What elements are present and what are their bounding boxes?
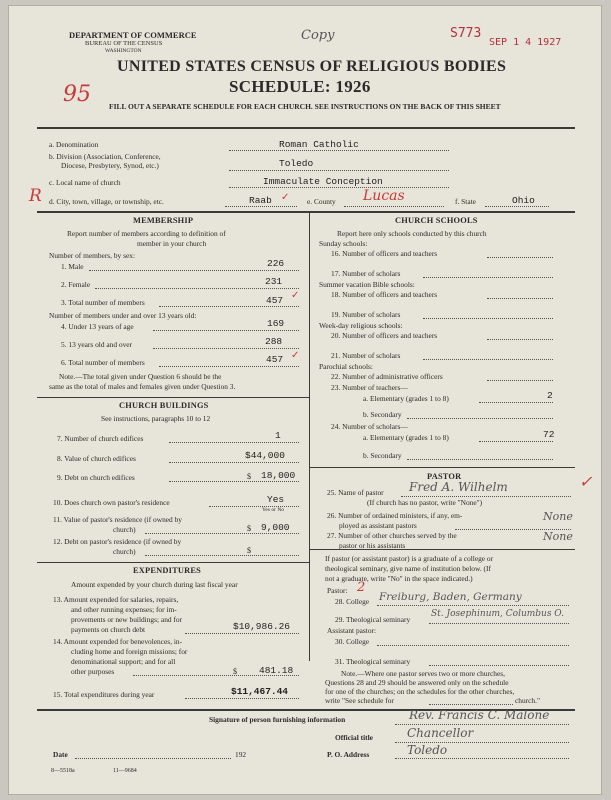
- q13-rule: [185, 633, 299, 634]
- section-rule: [37, 211, 575, 213]
- q13-line-2: and other running expenses; for im-: [71, 605, 177, 614]
- q3-value: 457: [266, 295, 284, 306]
- q2-line: [95, 288, 299, 289]
- q18-label: 18. Number of officers and teachers: [331, 290, 438, 299]
- department-label: DEPARTMENT OF COMMERCE: [69, 30, 197, 40]
- expenditures-subheading: Amount expended by your church during last fiscal year: [71, 580, 238, 589]
- q6-value: 457: [266, 354, 284, 365]
- q14-line-4: other purposes: [71, 667, 115, 676]
- q25-check-mark: ✓: [579, 472, 593, 491]
- weekday-label: Week-day religious schools:: [319, 321, 403, 330]
- q6-line: [159, 366, 299, 367]
- membership-note-2: same as the total of males and females given under Question 3.: [49, 382, 236, 391]
- city-label: WASHINGTON: [105, 48, 142, 54]
- schools-heading: CHURCH SCHOOLS: [395, 216, 478, 225]
- q18-line: [487, 298, 553, 299]
- q23b-line: [407, 418, 553, 419]
- q10-hint: Yes or No: [262, 507, 285, 513]
- signature-label: Signature of person furnishing information: [209, 715, 346, 724]
- pastor-note-4: write "See schedule for: [325, 696, 394, 705]
- q13-value: $10,986.26: [233, 621, 291, 632]
- q26-label-1: 26. Number of ordained ministers, if any, em-: [327, 511, 463, 520]
- q29-value: St. Josephinum, Columbus O.: [431, 609, 565, 619]
- q3-check-mark: ✓: [291, 290, 300, 301]
- margin-number: 95: [63, 82, 91, 107]
- buildings-rule: [37, 397, 309, 398]
- q14-line-1: 14. Amount expended for benevolences, in-: [53, 637, 183, 646]
- membership-note-1: Note.—The total given under Question 6 should be the: [59, 372, 222, 381]
- q10-label: 10. Does church own pastor's residence: [53, 498, 170, 507]
- bureau-label: BUREAU OF THE CENSUS: [85, 40, 163, 47]
- q12-label-2: church): [113, 547, 136, 556]
- census-schedule-page: [8, 5, 602, 795]
- division-label-1: b. Division (Association, Conference,: [49, 152, 161, 161]
- red-r-mark: R: [29, 186, 42, 206]
- q25-line: [401, 496, 571, 497]
- summer-label: Summer vacation Bible schools:: [319, 280, 415, 289]
- q23a-value: 2: [547, 390, 553, 401]
- q4-line: [153, 330, 299, 331]
- q17-label: 17. Number of scholars: [331, 269, 401, 278]
- print-number: 11—9684: [113, 768, 137, 774]
- q14-dollar-sign: $: [233, 667, 237, 676]
- q9-label: 9. Debt on church edifices: [57, 473, 135, 482]
- q7-line: [169, 442, 299, 443]
- city-label: d. City, town, village, or township, etc.: [49, 197, 164, 206]
- form-number: 8—5518a: [51, 768, 75, 774]
- q9-value: 18,000: [261, 470, 296, 481]
- q11-dollar-sign: $: [247, 524, 251, 533]
- q5-label: 5. 13 years old and over: [61, 340, 133, 349]
- q14-line-2: cluding home and foreign missions; for: [71, 647, 188, 656]
- schools-intro: Report here only schools conducted by this church: [337, 229, 487, 238]
- official-title-value: Chancellor: [407, 726, 474, 740]
- assistant-pastor-label: Assistant pastor:: [327, 626, 377, 635]
- buildings-heading: CHURCH BUILDINGS: [119, 401, 209, 410]
- graduate-note-1: If pastor (or assistant pastor) is a graduate of a college or: [325, 554, 494, 563]
- q12-label-1: 12. Debt on pastor's residence (if owned by: [53, 537, 182, 546]
- q4-value: 169: [267, 318, 285, 329]
- q26-label-2: ployed as assistant pastors: [339, 521, 417, 530]
- pastor-note-2: Questions 28 and 29 should be answered only on the schedule: [325, 678, 509, 687]
- q1-value: 226: [267, 258, 285, 269]
- q10-line: [209, 506, 299, 507]
- date-line: [75, 758, 231, 759]
- q12-dollar-sign: $: [247, 546, 251, 555]
- pastor-note-5: church.": [515, 696, 540, 705]
- q11-label-1: 11. Value of pastor's residence (if owned by: [53, 515, 182, 524]
- q13-line-1: 13. Amount expended for salaries, repairs,: [53, 595, 179, 604]
- official-title-label: Official title: [335, 733, 373, 742]
- q25-label: 25. Name of pastor: [327, 488, 384, 497]
- city-line: [225, 206, 297, 207]
- form-subtitle: SCHEDULE: 1926: [229, 77, 371, 96]
- q23a-line: [479, 402, 553, 403]
- q23b-label: b. Secondary: [363, 410, 402, 419]
- graduate-note-3: not a graduate, write "No" in the space indicated.): [325, 574, 473, 583]
- pastor-heading: PASTOR: [427, 472, 462, 481]
- county-label: e. County: [307, 197, 336, 206]
- state-label: f. State: [455, 197, 476, 206]
- q22-line: [487, 380, 553, 381]
- by-sex-label: Number of members, by sex:: [49, 251, 135, 260]
- q8-line: [169, 462, 299, 463]
- q11-line: [145, 533, 299, 534]
- q19-label: 19. Number of scholars: [331, 310, 401, 319]
- q23-label: 23. Number of teachers—: [331, 383, 408, 392]
- q3-label: 3. Total number of members: [61, 298, 145, 307]
- membership-intro-1: Report number of members according to definition of: [67, 229, 226, 238]
- division-label-2: Diocese, Presbytery, Synod, etc.): [61, 161, 159, 170]
- pastor-rule: [309, 467, 575, 468]
- q24a-label: a. Elementary (grades 1 to 8): [363, 433, 449, 442]
- q11-value: 9,000: [261, 522, 290, 533]
- column-divider: [309, 211, 310, 661]
- q1-label: 1. Male: [61, 262, 84, 271]
- q21-line: [423, 359, 553, 360]
- signature-value: Rev. Francis C. Malone: [409, 708, 550, 722]
- q5-value: 288: [265, 336, 283, 347]
- church-name-label: c. Local name of church: [49, 178, 121, 187]
- q24a-line: [479, 441, 553, 442]
- q12-line: [145, 555, 299, 556]
- division-value: Toledo: [279, 158, 314, 169]
- q6-check-mark: ✓: [291, 350, 300, 361]
- q30-label: 30. College: [335, 637, 370, 646]
- county-line: [344, 206, 444, 207]
- sunday-label: Sunday schools:: [319, 239, 368, 248]
- q27-label-1: 27. Number of other churches served by the: [327, 531, 457, 540]
- q2-label: 2. Female: [61, 280, 91, 289]
- q3-line: [159, 306, 299, 307]
- q24b-label: b. Secondary: [363, 451, 402, 460]
- county-value: Lucas: [363, 188, 405, 204]
- q9-line: [169, 481, 299, 482]
- stamp-number: S773: [450, 26, 482, 41]
- q31-label: 31. Theological seminary: [335, 657, 411, 666]
- q16-line: [487, 257, 553, 258]
- q29-label: 29. Theological seminary: [335, 615, 411, 624]
- form-title: UNITED STATES CENSUS OF RELIGIOUS BODIES: [117, 58, 507, 75]
- q4-label: 4. Under 13 years of age: [61, 322, 134, 331]
- q16-label: 16. Number of officers and teachers: [331, 249, 438, 258]
- q14-line-3: denominational support; and for all: [71, 657, 176, 666]
- q24-label: 24. Number of scholars—: [331, 422, 408, 431]
- q1-line: [89, 270, 299, 271]
- q13-line-4: payments on church debt: [71, 625, 146, 634]
- pastor-note-3: for one of the churches; on the schedules for the other churches,: [325, 687, 515, 696]
- q30-line: [377, 645, 569, 646]
- q21-label: 21. Number of scholars: [331, 351, 401, 360]
- q26-value: None: [543, 510, 573, 523]
- q28-value: Freiburg, Baden, Germany: [379, 591, 522, 603]
- graduate-note-2: theological seminary, give name of institution below. (If: [325, 564, 491, 573]
- q24b-line: [407, 459, 553, 460]
- q8-value: $44,000: [245, 450, 285, 461]
- date-year: 192: [235, 750, 247, 759]
- city-check-mark: ✓: [281, 192, 290, 203]
- po-address-line: [395, 758, 569, 759]
- buildings-subheading: See instructions, paragraphs 10 to 12: [101, 414, 211, 423]
- q20-line: [487, 339, 553, 340]
- q27-value: None: [543, 530, 573, 543]
- q28-label: 28. College: [335, 597, 370, 606]
- denomination-value: Roman Catholic: [279, 139, 359, 150]
- q15-rule: [185, 698, 299, 699]
- q28-line: [377, 605, 569, 606]
- form-instruction: FILL OUT A SEPARATE SCHEDULE FOR EACH CHURCH. SEE INSTRUCTIONS ON THE BACK OF THIS SHEET: [109, 102, 501, 111]
- q9-dollar-sign: $: [247, 472, 251, 481]
- signature-line: [395, 724, 569, 725]
- membership-intro-2: member in your church: [137, 239, 207, 248]
- q8-label: 8. Value of church edifices: [57, 454, 136, 463]
- q2-value: 231: [265, 276, 283, 287]
- q13-line-3: provements or new buildings; and for: [71, 615, 183, 624]
- pastor-sub-label: Pastor:: [327, 586, 348, 595]
- q11-label-2: church): [113, 525, 136, 534]
- q23a-label: a. Elementary (grades 1 to 8): [363, 394, 449, 403]
- pastor-red-mark: 2: [357, 580, 366, 595]
- graduate-rule: [309, 549, 575, 550]
- state-line: [485, 206, 549, 207]
- q7-label: 7. Number of church edifices: [57, 434, 144, 443]
- copy-note: Copy: [301, 28, 335, 43]
- denomination-line: [229, 150, 449, 151]
- pastor-note-blank: [429, 704, 513, 705]
- denomination-label: a. Denomination: [49, 140, 99, 149]
- top-rule: [37, 127, 575, 129]
- q19-line: [423, 318, 553, 319]
- city-value: Raab: [249, 195, 272, 206]
- under-over-label: Number of members under and over 13 years old:: [49, 311, 197, 320]
- q22-label: 22. Number of administrative officers: [331, 372, 443, 381]
- q27-label-2: pastor or his assistants: [339, 541, 406, 550]
- q10-value: Yes: [267, 494, 285, 505]
- pastor-note-1: Note.—Where one pastor serves two or more churches,: [341, 669, 505, 678]
- church-name-line: [229, 187, 449, 188]
- po-address-value: Toledo: [407, 743, 448, 757]
- q25-hint: (If church has no pastor, write "None"): [367, 498, 483, 507]
- q5-line: [153, 348, 299, 349]
- expenditures-heading: EXPENDITURES: [133, 566, 202, 575]
- division-line: [229, 170, 449, 171]
- membership-heading: MEMBERSHIP: [133, 216, 194, 225]
- q20-label: 20. Number of officers and teachers: [331, 331, 438, 340]
- date-label: Date: [53, 750, 68, 759]
- po-address-label: P. O. Address: [327, 750, 370, 759]
- q7-value: 1: [275, 430, 281, 441]
- q29-line: [429, 623, 569, 624]
- q31-line: [429, 665, 569, 666]
- parochial-label: Parochial schools:: [319, 362, 373, 371]
- q17-line: [423, 277, 553, 278]
- church-name-value: Immaculate Conception: [263, 176, 383, 187]
- state-value: Ohio: [512, 195, 535, 206]
- q15-label: 15. Total expenditures during year: [53, 690, 155, 699]
- q24a-value: 72: [543, 429, 555, 440]
- q6-label: 6. Total number of members: [61, 358, 145, 367]
- stamp-date: SEP 1 4 1927: [489, 37, 562, 48]
- q15-value: $11,467.44: [231, 686, 289, 697]
- q14-value: 481.18: [259, 665, 294, 676]
- q25-value: Fred A. Wilhelm: [409, 480, 508, 494]
- expenditures-rule: [37, 562, 309, 563]
